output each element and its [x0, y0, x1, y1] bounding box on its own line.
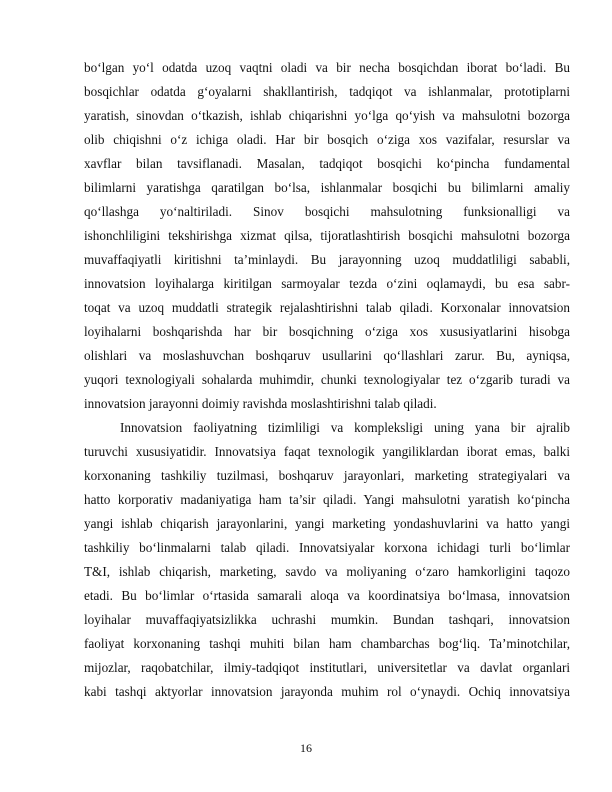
paragraph-1-line-2: bosqichlar odatda g‘oyalarni shakllantirish, tadqiqot va ishlanmalar, prototiplarni: [84, 84, 570, 99]
paragraph-2-line-4: hatto korporativ madaniyatiga ham ta’sir qiladi. Yangi mahsulotni yaratish ko‘pincha: [84, 492, 570, 507]
paragraph-1-line-12: loyihalarni boshqarishda har bir bosqichning o‘ziga xos xususiyatlarini hisobga: [84, 324, 570, 339]
paragraph-2-line-11: mijozlar, raqobatchilar, ilmiy-tadqiqot institutlari, universitetlar va davlat organlari: [84, 660, 570, 675]
paragraph-2-line-2: turuvchi xususiyatidir. Innovatsiya faqat texnologik yangiliklardan iborat emas, balki: [84, 444, 570, 459]
paragraph-1-line-3: yaratish, sinovdan o‘tkazish, ishlab chiqarishni yo‘lga qo‘yish va mahsulotni bozorga: [84, 108, 570, 123]
paragraph-1-line-9: muvaffaqiyatli kiritishni ta’minlaydi. Bu jarayonning uzoq muddatliligi sababli,: [84, 252, 570, 267]
paragraph-2-line-3: korxonaning tashkiliy tuzilmasi, boshqaruv jarayonlari, marketing strategiyalari va: [84, 468, 570, 483]
paragraph-1-line-15: innovatsion jarayonni doimiy ravishda moslashtirishni talab qiladi.: [84, 396, 437, 411]
paragraph-1-line-8: ishonchliligini tekshirishga xizmat qilsa, tijoratlashtirish bosqichi mahsulotni bozorga: [84, 228, 570, 243]
paragraph-2-line-12: kabi tashqi aktyorlar innovatsion jarayonda muhim rol o‘ynaydi. Ochiq innovatsiya: [84, 684, 570, 699]
paragraph-1-line-10: innovatsion loyihalarga kiritilgan sarmoyalar tezda o‘zini oqlamaydi, bu esa sabr-: [84, 276, 570, 291]
paragraph-2-line-5: yangi ishlab chiqarish jarayonlarini, yangi marketing yondashuvlarini va hatto yangi: [84, 516, 570, 531]
paragraph-2-line-6: tashkiliy bo‘linmalarni talab qiladi. Innovatsiyalar korxona ichidagi turli bo‘limlar: [84, 540, 570, 555]
paragraph-2-line-1: Innovatsion faoliyatning tizimliligi va kompleksligi uning yana bir ajralib: [120, 420, 570, 435]
paragraph-2-line-8: etadi. Bu bo‘limlar o‘rtasida samarali aloqa va koordinatsiya bo‘lmasa, innovatsion: [84, 588, 570, 603]
page-number: 16: [300, 741, 312, 755]
paragraph-2-line-10: faoliyat korxonaning tashqi muhiti bilan ham chambarchas bog‘liq. Ta’minotchilar,: [84, 636, 570, 651]
paragraph-1-line-11: toqat va uzoq muddatli strategik rejalashtirishni talab qiladi. Korxonalar innovatsion: [84, 300, 570, 315]
paragraph-1-line-6: bilimlarni yaratishga qaratilgan bo‘lsa, ishlanmalar bosqichi bu bilimlarni amaliy: [84, 180, 570, 195]
paragraph-1-line-5: xavflar bilan tavsiflanadi. Masalan, tadqiqot bosqichi ko‘pincha fundamental: [84, 156, 570, 171]
paragraph-1-line-13: olishlari va moslashuvchan boshqaruv usullarini qo‘llashlari zarur. Bu, ayniqsa,: [84, 348, 570, 363]
paragraph-2-line-9: loyihalar muvaffaqiyatsizlikka uchrashi mumkin. Bundan tashqari, innovatsion: [84, 612, 570, 627]
paragraph-1-line-14: yuqori texnologiyali sohalarda muhimdir, chunki texnologiyalar tez o‘zgarib turadi va: [84, 372, 570, 387]
paragraph-1-line-4: olib chiqishni o‘z ichiga oladi. Har bir bosqich o‘ziga xos vazifalar, resurslar va: [84, 132, 570, 147]
paragraph-1-line-7: qo‘llashga yo‘naltiriladi. Sinov bosqichi mahsulotning funksionalligi va: [84, 204, 570, 219]
paragraph-1-line-1: bo‘lgan yo‘l odatda uzoq vaqtni oladi va bir necha bosqichdan iborat bo‘ladi. Bu: [84, 60, 570, 75]
paragraph-2-line-7: T&I, ishlab chiqarish, marketing, savdo va moliyaning o‘zaro hamkorligini taqozo: [84, 564, 570, 579]
